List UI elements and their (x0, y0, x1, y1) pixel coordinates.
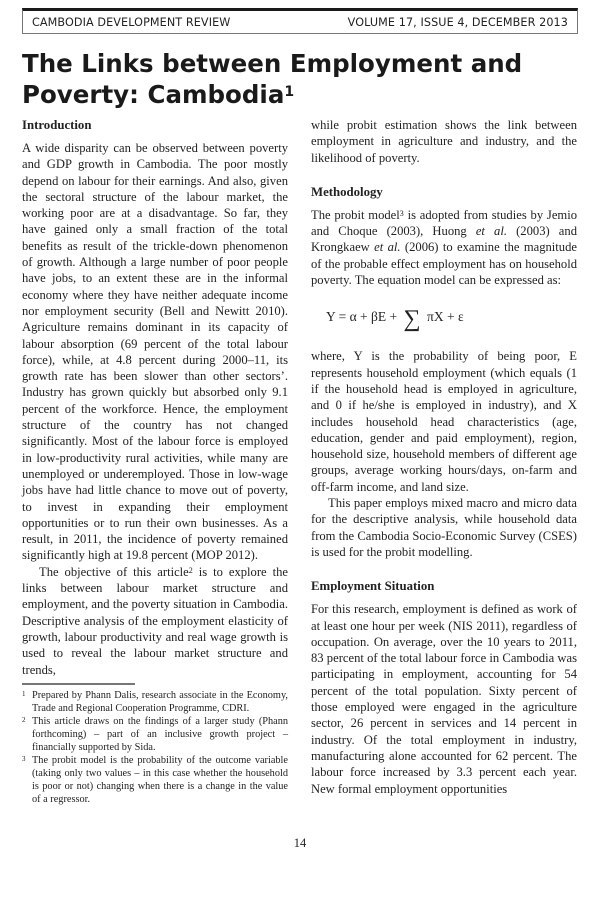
issue-info: VOLUME 17, ISSUE 4, DECEMBER 2013 (347, 15, 568, 29)
footnote-ref-2[interactable]: 2 (188, 565, 193, 575)
introduction-paragraph-2 (22, 564, 288, 678)
footnote-3 (22, 754, 288, 806)
right-column (311, 117, 577, 797)
footnote-1 (22, 689, 288, 715)
footnote-number: 3 (22, 755, 26, 763)
footnote-text: This article draws on the findings of a larger study (Phann forthcoming) – part of an inclusive growth project – financially supported by Sida. (32, 716, 288, 753)
methodology-paragraph-2: where, Y is the probability of being poor, E represents household employment (which equals (1 if the household head is employed in agriculture, and 0 if he/she is employed in industry), and X includes household head characteristics (age, education, gender and paid employment), region, household size, household members of different age groups, average working hours/days, on-farm and off-farm income, and land size. (311, 349, 577, 494)
employment-situation-paragraph-1: For this research, employment is defined as work of at least one hour per week (NIS 2011), regardless of occupation. On average, over the 10 years to 2011, 83 percent of the total labour force in Cambodia was participating in employment, accounting for 54 percent of the total population. Sixty percent of those employed were engaged in the agriculture sector, 26 percent in services and 14 percent in industry. Of the total employment in industry, manufacturing alone accounted for 62 percent. The labour force increased by 3.3 percent each year. New formal employment opportunities (311, 602, 577, 796)
introduction-heading: Introduction (22, 118, 92, 132)
paragraph-text: (2003) and Krongkaew (311, 224, 577, 255)
paragraph-text: is to explore the links between labour market structure and employment, and the poverty situation in Cambodia. Descriptive analysis of the employment elasticity of growth, labour productivity and real wage growth is used to reveal the labour market structure and trends, (22, 564, 288, 677)
footnote-divider (22, 683, 135, 685)
methodology-heading: Methodology (311, 184, 383, 199)
methodology-paragraph-3: This paper employs mixed macro and micro data for the descriptive analysis, while household data from the Cambodia Socio-Economic Survey (CSES) is used for the probit modelling. (311, 496, 577, 559)
paragraph-text: is adopted from studies by Jemio and Choque (2003), Huong (311, 207, 578, 239)
summation-symbol: ∑ (403, 306, 421, 333)
equation-left: Y = α + βE + (326, 309, 401, 325)
running-header (22, 8, 578, 34)
footnote-ref-1[interactable]: 1 (284, 84, 295, 100)
et-al: et al. (374, 240, 401, 255)
footnotes (22, 683, 288, 806)
journal-name: CAMBODIA DEVELOPMENT REVIEW (32, 15, 231, 29)
methodology-paragraph-1 (311, 207, 577, 288)
footnote-ref-3[interactable]: 3 (399, 208, 404, 218)
introduction-paragraph-1: A wide disparity can be observed between poverty and GDP growth in Cambodia. The poor mostly depend on labour for their earnings. And also, given the sectoral structure of the labour market, the working poor are at a disadvantage. So far, they have gained only a small fraction of the total benefits as result of the trickle-down phenomenon of growth. Although a large number of poor people have jobs, to an extent these are in the informal economy where they have neither adequate income nor employment security (Bell and Newitt 2010). Agriculture remains dominant in its capacity of labour absorption (69 percent of the total labour force), while, at 4.8 percent during 2000–11, its growth rate has been slower than other sectors’. Industry has grown quickly but absorbed only 9.1 percent of the workforce. Hence, the employment structure of the country has not changed significantly. Most of the labour force is employed in low-productivity rural activities, while many are unemployed or underemployed. Those in low-wage jobs have had little chance to move out of poverty, to invest in expanding their employment opportunities or to run their own businesses. As a result, in 2011, the incidence of poverty remained significantly high at 19.8 percent (MOP 2012). (22, 141, 288, 563)
footnote-2 (22, 715, 288, 754)
footnote-number: 2 (22, 716, 26, 724)
page-number: 14 (293, 836, 307, 850)
footnote-text: The probit model is the probability of the outcome variable (taking only two values – in this case whether the household is poor or not) changing when there is a change in the value of a regressor. (32, 755, 288, 805)
employment-situation-heading: Employment Situation (311, 579, 435, 594)
paragraph-text: The probit model (311, 207, 400, 222)
article-title (22, 48, 582, 110)
article-title-text: The Links between Employment and Poverty: Cambodia (22, 49, 523, 109)
left-column (22, 117, 288, 678)
continuation-paragraph: while probit estimation shows the link between employment in agriculture and industry, and the likelihood of poverty. (311, 118, 577, 165)
paragraph-text: The objective of this article (39, 564, 189, 579)
equation-right: πX + ε (423, 309, 464, 325)
paragraph-text: (2006) to examine the magnitude of the probable effect employment has on household poverty. The equation model can be expressed as: (311, 240, 577, 288)
footnote-text: Prepared by Phann Dalis, research associate in the Economy, Trade and Regional Cooperation Programme, CDRI. (32, 690, 288, 714)
et-al: et al. (475, 224, 507, 239)
probit-equation (311, 292, 577, 342)
footnote-number: 1 (22, 690, 26, 698)
